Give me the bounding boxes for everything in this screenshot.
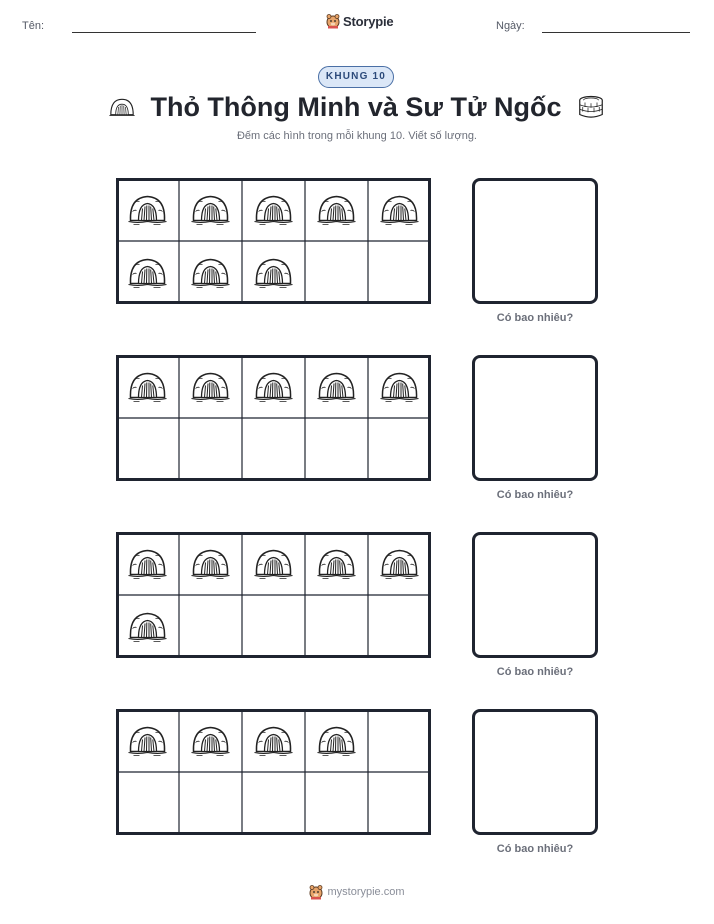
footer-url: mystorypie.com xyxy=(327,886,405,898)
footer xyxy=(0,884,714,900)
ten-frame-grid xyxy=(116,355,431,481)
brand-name: Storypie xyxy=(343,13,394,29)
name-line[interactable] xyxy=(72,32,256,33)
answer-box[interactable] xyxy=(472,532,598,658)
worksheet-badge: KHUNG 10 xyxy=(318,66,394,88)
answer-prompt: Có bao nhiêu? xyxy=(496,489,574,501)
ten-frame xyxy=(116,709,431,835)
ten-frame xyxy=(116,532,431,658)
answer-prompt: Có bao nhiêu? xyxy=(496,312,574,324)
answer-box[interactable] xyxy=(472,178,598,304)
ten-frame xyxy=(116,355,431,481)
storypie-mascot-icon xyxy=(326,13,340,29)
ten-frame-grid xyxy=(116,532,431,658)
answer-box[interactable] xyxy=(472,355,598,481)
title-row xyxy=(0,88,714,126)
name-label: Tên: xyxy=(22,20,45,32)
answer-prompt: Có bao nhiêu? xyxy=(496,843,574,855)
storypie-logo xyxy=(326,13,393,29)
ten-frame-grid xyxy=(116,709,431,835)
answer-box[interactable] xyxy=(472,709,598,835)
answer-prompt: Có bao nhiêu? xyxy=(496,666,574,678)
ten-frame xyxy=(116,178,431,304)
page-title: Thỏ Thông Minh và Sư Tử Ngốc xyxy=(150,91,562,122)
storypie-mascot-icon xyxy=(309,884,323,900)
date-label: Ngày: xyxy=(496,20,525,32)
ten-frame-grid xyxy=(116,178,431,304)
instructions: Đếm các hình trong mỗi khung 10. Viết số lượng. xyxy=(236,130,477,142)
cave-icon xyxy=(108,96,136,118)
well-icon xyxy=(576,94,606,120)
date-line[interactable] xyxy=(542,32,690,33)
